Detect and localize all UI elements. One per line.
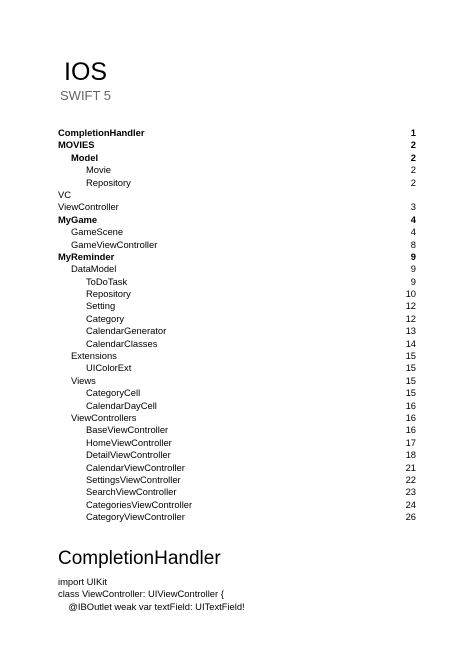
toc-entry[interactable] bbox=[58, 412, 416, 424]
toc-entry-page-number: 15 bbox=[405, 374, 416, 386]
toc-entry[interactable] bbox=[58, 152, 416, 164]
toc-entry-page-number: 2 bbox=[410, 151, 416, 163]
toc-entry[interactable] bbox=[58, 276, 416, 288]
toc-entry-label: GameViewController bbox=[71, 238, 158, 250]
toc-entry[interactable] bbox=[58, 449, 416, 461]
toc-entry-page-number: 23 bbox=[405, 486, 416, 498]
toc-entry-page-number: 15 bbox=[405, 350, 416, 362]
document-subtitle: SWIFT 5 bbox=[60, 88, 112, 103]
toc-entry-page-number: 16 bbox=[405, 424, 416, 436]
toc-entry[interactable] bbox=[58, 239, 416, 251]
toc-entry[interactable] bbox=[58, 214, 416, 226]
toc-entry-page-number: 10 bbox=[405, 288, 416, 300]
toc-entry-label: HomeViewController bbox=[86, 436, 172, 448]
toc-entry[interactable] bbox=[58, 177, 416, 189]
toc-entry-label: SearchViewController bbox=[86, 486, 177, 498]
toc-entry-label: CalendarViewController bbox=[86, 461, 185, 473]
toc-entry-page-number: 17 bbox=[405, 436, 416, 448]
toc-entry-page-number: 16 bbox=[405, 411, 416, 423]
toc-entry-page-number: 14 bbox=[405, 337, 416, 349]
toc-entry-page-number: 18 bbox=[405, 449, 416, 461]
toc-entry-page-number: 1 bbox=[410, 127, 416, 138]
toc-entry[interactable] bbox=[58, 201, 416, 213]
code-line: import UIKit bbox=[58, 576, 107, 587]
toc-entry[interactable] bbox=[58, 313, 416, 325]
toc-entry-page-number: 15 bbox=[405, 387, 416, 399]
toc-entry-page-number: 4 bbox=[410, 213, 416, 225]
toc-entry-page-number: 3 bbox=[410, 201, 416, 213]
toc-entry[interactable] bbox=[58, 288, 416, 300]
toc-entry-page-number: 9 bbox=[410, 250, 416, 262]
toc-entry[interactable] bbox=[58, 164, 416, 176]
code-line: @IBOutlet weak var textField: UITextField! bbox=[58, 600, 245, 612]
code-line: class ViewController: UIViewController { bbox=[58, 588, 224, 600]
toc-entry-label: CompletionHandler bbox=[58, 127, 145, 138]
toc-entry-label: BaseViewController bbox=[86, 424, 169, 436]
toc-entry-label: DetailViewController bbox=[86, 449, 171, 461]
toc-entry-label: Movie bbox=[86, 164, 112, 176]
toc-entry-page-number: 2 bbox=[410, 139, 416, 151]
toc-entry-label: CalendarGenerator bbox=[86, 325, 167, 337]
toc-entry-label: ViewControllers bbox=[71, 411, 137, 423]
toc-entry-label: Repository bbox=[86, 288, 131, 300]
toc-entry-label: MOVIES bbox=[58, 139, 95, 151]
toc-entry-label: Setting bbox=[86, 300, 116, 312]
toc-entry[interactable] bbox=[58, 226, 416, 238]
toc-entry-page-number: 26 bbox=[405, 511, 416, 523]
table-of-contents bbox=[58, 127, 416, 524]
toc-entry[interactable] bbox=[58, 424, 416, 436]
code-block bbox=[58, 576, 245, 613]
toc-entry[interactable] bbox=[58, 499, 416, 511]
toc-entry[interactable] bbox=[58, 127, 416, 139]
toc-entry[interactable] bbox=[58, 375, 416, 387]
toc-entry[interactable] bbox=[58, 325, 416, 337]
toc-entry[interactable] bbox=[58, 511, 416, 523]
toc-entry-label: MyReminder bbox=[58, 250, 115, 262]
toc-entry-label: CalendarDayCell bbox=[86, 399, 157, 411]
toc-entry-page-number: 9 bbox=[410, 263, 416, 275]
toc-entry-page-number: 22 bbox=[405, 473, 416, 485]
toc-entry-label: Model bbox=[71, 151, 99, 163]
toc-entry-page-number: 2 bbox=[410, 176, 416, 188]
toc-entry[interactable] bbox=[58, 437, 416, 449]
toc-entry-label: CategoriesViewController bbox=[86, 498, 193, 510]
toc-entry-label: Repository bbox=[86, 176, 131, 188]
toc-entry-page-number: 12 bbox=[405, 312, 416, 324]
toc-entry[interactable] bbox=[58, 387, 416, 399]
toc-entry-label: UIColorExt bbox=[86, 362, 132, 374]
toc-entry-page-number: 2 bbox=[410, 164, 416, 176]
toc-entry-page-number: 8 bbox=[410, 238, 416, 250]
toc-entry-label: CategoryCell bbox=[86, 387, 141, 399]
toc-entry-label: ViewController bbox=[58, 201, 119, 213]
toc-entry-label: MyGame bbox=[58, 213, 98, 225]
toc-entry-page-number: 24 bbox=[405, 498, 416, 510]
toc-entry-page-number: 13 bbox=[405, 325, 416, 337]
toc-entry[interactable] bbox=[58, 486, 416, 498]
toc-entry[interactable] bbox=[58, 400, 416, 412]
toc-entry-label: VC bbox=[58, 188, 72, 200]
document-title: IOS bbox=[64, 58, 108, 86]
toc-entry[interactable] bbox=[58, 362, 416, 374]
toc-entry-label: DataModel bbox=[71, 263, 117, 275]
toc-entry-page-number: 21 bbox=[405, 461, 416, 473]
toc-entry-page-number: 15 bbox=[405, 362, 416, 374]
toc-entry-label: SettingsViewController bbox=[86, 473, 181, 485]
toc-entry-page-number: 12 bbox=[405, 300, 416, 312]
toc-entry-page-number: 9 bbox=[410, 275, 416, 287]
toc-entry-label: GameScene bbox=[71, 226, 124, 238]
toc-entry-label: CalendarClasses bbox=[86, 337, 158, 349]
toc-entry[interactable] bbox=[58, 474, 416, 486]
toc-entry[interactable] bbox=[58, 189, 416, 201]
toc-entry-label: Extensions bbox=[71, 350, 117, 362]
toc-entry-label: Views bbox=[71, 374, 96, 386]
toc-entry[interactable] bbox=[58, 139, 416, 151]
toc-entry-page-number: 4 bbox=[410, 226, 416, 238]
section-heading: CompletionHandler bbox=[58, 548, 221, 569]
toc-entry[interactable] bbox=[58, 338, 416, 350]
toc-entry-label: CategoryViewController bbox=[86, 511, 185, 523]
toc-entry[interactable] bbox=[58, 350, 416, 362]
toc-entry[interactable] bbox=[58, 263, 416, 275]
toc-entry[interactable] bbox=[58, 300, 416, 312]
toc-entry[interactable] bbox=[58, 251, 416, 263]
toc-entry-label: ToDoTask bbox=[86, 275, 128, 287]
toc-entry[interactable] bbox=[58, 462, 416, 474]
toc-entry-page-number: 16 bbox=[405, 399, 416, 411]
toc-entry-label: Category bbox=[86, 312, 125, 324]
